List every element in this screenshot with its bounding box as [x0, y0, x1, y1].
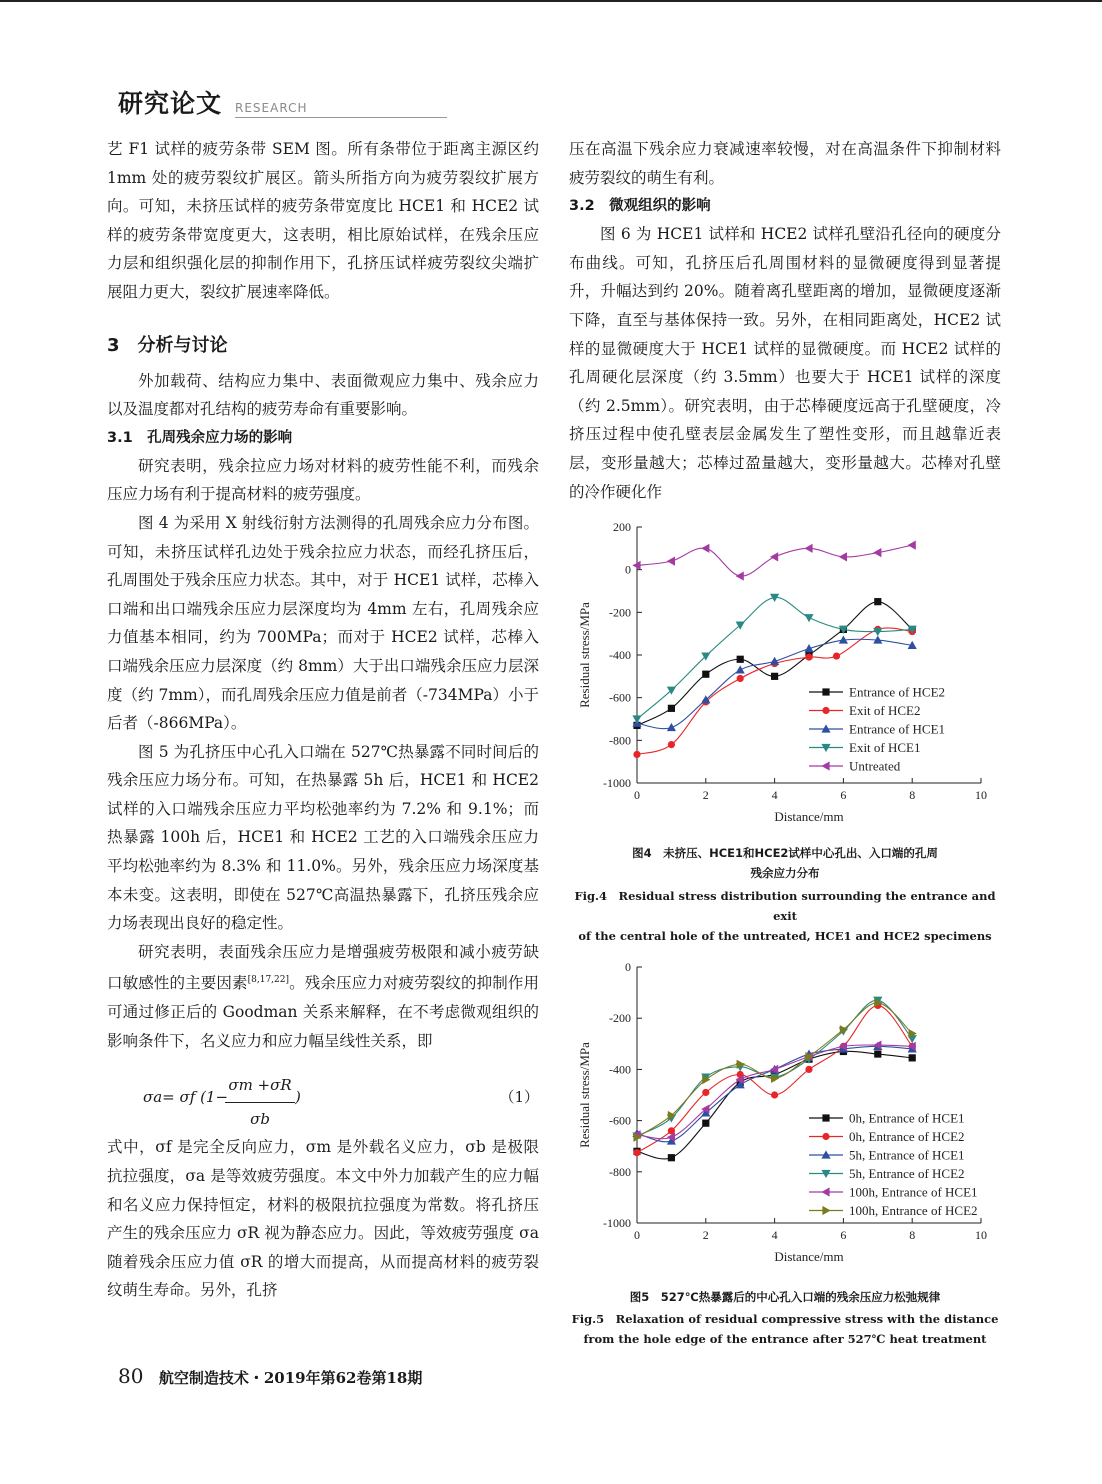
data-point: [667, 557, 675, 566]
paragraph-text: 研究表明，表面残余压应力是增强疲劳极限和减小疲劳缺口敏感性的主要因素: [107, 942, 539, 993]
equation-lhs: σa= σf (1−: [143, 1088, 229, 1107]
legend-label: 5h, Entrance of HCE2: [849, 1166, 965, 1181]
y-tick-label: -600: [609, 1113, 631, 1128]
header-rule: [235, 117, 447, 118]
data-point: [668, 741, 675, 748]
header-title-en: RESEARCH: [235, 101, 308, 115]
y-tick-label: 200: [613, 520, 631, 534]
series-line: [637, 545, 912, 576]
page-header: [118, 84, 1008, 124]
equation-number: （1）: [499, 1088, 539, 1107]
figure-4: [569, 515, 1001, 946]
data-point: [805, 1066, 812, 1073]
y-tick-label: -200: [609, 605, 631, 620]
legend-label: Entrance of HCE1: [849, 721, 946, 737]
legend-label: 0h, Entrance of HCE1: [849, 1110, 965, 1126]
y-tick-label: -400: [609, 648, 631, 662]
equation-fraction: [225, 1071, 295, 1133]
data-point: [668, 1154, 675, 1161]
paragraph: 压在高温下残余应力衰减速率较慢，对在高温条件下抑制材料疲劳裂纹的萌生有利。: [569, 140, 1001, 187]
y-tick-label: -800: [609, 733, 631, 748]
legend-label: 100h, Entrance of HCE1: [849, 1184, 978, 1200]
figure-5-caption-en-1: Fig.5 Relaxation of residual compressive stress with the distance: [571, 1312, 999, 1326]
paragraph: 研究表明，残余拉应力场对材料的疲劳性能不利，而残余压应力场有利于提高材料的疲劳强度。: [107, 456, 539, 504]
series-5: [632, 541, 915, 581]
equation-denominator: σb: [250, 1109, 270, 1128]
data-point: [874, 1050, 881, 1057]
paragraph: 图 6 为 HCE1 试样和 HCE2 试样孔壁沿孔径向的硬度分布曲线。可知，孔挤压后孔周围材料的显微硬度得到显著提升，升幅达到约 20%。随着离孔壁距离的增加，显微硬度逐渐下降，直至与基体保持一致。另外，在相同距离处，HCE2 试样的显微硬度大于 HCE1 试样的显微硬度。而 HCE2 试样的孔周硬化层深度（约 3.5mm）也要大于 HCE1 试样的深度（约 2.5mm）。研究表明，由于芯棒硬度远高于孔壁硬度，冷挤压过程中使孔壁表层金属发生了塑性变形，而且越靠近表层，变形量越大；芯棒过盈量越大，变形量越大。芯棒对孔壁的冷作硬化作: [569, 225, 1001, 501]
legend-label: Untreated: [849, 758, 901, 774]
data-point: [737, 656, 744, 663]
x-tick-label: 10: [975, 788, 987, 802]
page-footer: [118, 1364, 422, 1388]
y-tick-label: 0: [625, 960, 631, 974]
x-tick-label: 2: [702, 788, 709, 802]
legend: [809, 685, 945, 774]
data-point: [667, 723, 676, 731]
data-point: [804, 544, 812, 553]
data-point: [908, 541, 916, 550]
y-axis-label: Residual stress/MPa: [577, 602, 592, 708]
data-point: [702, 1089, 709, 1096]
x-axis-label: Distance/mm: [774, 1249, 844, 1264]
legend-label: Entrance of HCE2: [849, 684, 946, 700]
legend-marker: [822, 707, 829, 714]
x-tick-label: 6: [840, 1228, 847, 1242]
data-point: [873, 548, 881, 557]
section-heading-3: 3 分析与讨论: [107, 334, 228, 356]
header-title-cn: 研究论文: [118, 89, 223, 118]
legend-label: 0h, Entrance of HCE2: [849, 1129, 965, 1144]
page-number: 80: [118, 1364, 144, 1388]
x-tick-label: 6: [840, 788, 847, 802]
data-point: [736, 665, 745, 673]
figure-4-caption-cn-1: 图4 未挤压、HCE1和HCE2试样中心孔出、入口端的孔周: [632, 846, 938, 860]
data-point: [702, 1120, 709, 1127]
paragraph: 外加载荷、结构应力集中、表面微观应力集中、残余应力以及温度都对孔结构的疲劳寿命有重要影响。: [107, 371, 539, 419]
y-tick-label: -400: [609, 1062, 631, 1077]
legend-marker: [822, 1133, 829, 1140]
data-point: [839, 552, 847, 561]
equation-close: ): [295, 1088, 301, 1107]
x-tick-label: 10: [975, 1228, 987, 1242]
figure-4-caption-cn-2: 残余应力分布: [750, 866, 820, 880]
right-column: [569, 135, 1001, 506]
paragraph: 式中，σf 是完全反向应力，σm 是外载名义应力，σb 是极限抗拉强度，σa 是等效疲劳强度。本文中外力加载产生的应力幅和名义应力保持恒定，材料的极限抗拉强度为常数。将孔挤压产生的残余压应力 σR 视为静态应力。因此，等效疲劳强度 σa 随着残余压应力值 σR 的增大而提高，从而提高材料的疲劳裂纹萌生寿命。另外，孔挤: [107, 1138, 539, 1300]
figure-4-chart: [569, 515, 1001, 835]
journal-name: 航空制造技术・2019年第62卷第18期: [158, 1369, 423, 1387]
citation-ref: [8,17,22]: [247, 975, 289, 986]
y-tick-label: -1000: [603, 1216, 631, 1230]
top-rule: [0, 0, 1102, 2]
x-tick-label: 0: [634, 788, 640, 802]
data-point: [804, 614, 813, 622]
paragraph-text: 。残余压应力对疲劳裂纹的抑制作用可通过修正后的 Goodman 关系来解释，在不考虑微观组织的影响条件下，名义应力和应力幅呈线性关系，即: [107, 974, 539, 1050]
series-5: [632, 1040, 915, 1141]
y-tick-label: 0: [625, 562, 631, 577]
data-point: [909, 1054, 916, 1061]
figure-5-caption-en-2: from the hole edge of the entrance after 527℃ heat treatment: [583, 1332, 987, 1346]
data-point: [737, 675, 744, 682]
paragraph: [107, 938, 539, 1056]
y-axis-label: Residual stress/MPa: [577, 1042, 592, 1148]
data-point: [702, 671, 709, 678]
paragraph: 图 5 为孔挤压中心孔入口端在 527℃热暴露不同时间后的残余压应力场分布。可知，在热暴露 5h 后，HCE1 和 HCE2 试样的入口端残余压应力平均松弛率约为 7.2% 和 9.1%；而热暴露 100h 后，HCE1 和 HCE2 工艺的入口端残余压应力平均松弛率约为 8.3% 和 11.0%。另外，残余压应力场深度基本未变。这表明，即使在 527℃高温热暴露下，孔挤压残余应力场表现出良好的稳定性。: [107, 742, 539, 933]
y-tick-label: -200: [609, 1011, 631, 1026]
data-point: [736, 571, 744, 580]
legend-marker: [821, 761, 829, 770]
legend-marker: [822, 1206, 830, 1215]
y-tick-label: -800: [609, 1164, 631, 1179]
x-tick-label: 8: [909, 788, 916, 802]
equation-numerator: σm +σR: [225, 1071, 295, 1103]
paragraph: 图 4 为采用 X 射线衍射方法测得的孔周残余应力分布图。可知，未挤压试样孔边处于残余拉应力状态，而经孔挤压后，孔周围处于残余压应力状态。其中，对于 HCE1 试样，芯棒入口端和出口端残余压应力层深度均为 4mm 左右，孔周残余应力值基本相同，约为 700MPa；而对于 HCE2 试样，芯棒入口端残余压应力层深度（约 8mm）大于出口端残余压应力层深度（约 7mm），而孔周残余压应力值是前者（-734MPa）小于后者（-866MPa）。: [107, 513, 539, 733]
x-axis-label: Distance/mm: [774, 809, 844, 824]
paragraph: 艺 F1 试样的疲劳条带 SEM 图。所有条带位于距离主源区约 1mm 处的疲劳裂纹扩展区。箭头所指方向为疲劳裂纹扩展方向。可知，未挤压试样的疲劳条带宽度比 HCE1 和 HCE2 试样的疲劳条带宽度更大，这表明，相比原始试样，在残余压应力层和组织强化层的抑制作用下，孔挤压试样疲劳裂纹尖端扩展阻力更大，裂纹扩展速率降低。: [107, 140, 539, 301]
x-tick-label: 0: [634, 1228, 640, 1242]
legend-label: Exit of HCE2: [849, 703, 921, 718]
data-point: [633, 751, 640, 758]
legend-marker: [822, 688, 829, 695]
x-tick-label: 2: [702, 1228, 709, 1242]
data-point: [771, 1091, 778, 1098]
x-tick-label: 8: [909, 1228, 916, 1242]
subsection-heading-3-2: 3.2 微观组织的影响: [569, 198, 711, 215]
legend: [809, 1111, 978, 1219]
figure-5: [569, 955, 1001, 1349]
data-point: [770, 552, 778, 561]
data-point: [771, 673, 778, 680]
data-point: [833, 652, 840, 659]
data-point: [874, 598, 881, 605]
figure-5-chart: [569, 955, 1001, 1275]
figure-5-caption-cn: 图5 527℃热暴露后的中心孔入口端的残余压应力松弛规律: [629, 1290, 941, 1304]
left-column: [107, 135, 539, 1305]
legend-label: Exit of HCE1: [849, 740, 921, 755]
subsection-heading-3-1: 3.1 孔周残余应力场的影响: [107, 429, 293, 446]
legend-marker: [822, 1114, 829, 1121]
equation-1: [107, 1059, 539, 1129]
data-point: [633, 1149, 640, 1156]
figure-4-caption-en-2: of the central hole of the untreated, HCE1 and HCE2 specimens: [578, 929, 992, 943]
y-tick-label: -600: [609, 690, 631, 705]
data-point: [805, 654, 812, 661]
x-tick-label: 4: [771, 788, 778, 802]
legend-label: 5h, Entrance of HCE1: [849, 1147, 965, 1163]
legend-label: 100h, Entrance of HCE2: [849, 1203, 978, 1218]
data-point: [701, 544, 709, 553]
legend-marker: [821, 1187, 829, 1196]
y-tick-label: -1000: [603, 776, 631, 790]
data-point: [668, 705, 675, 712]
x-tick-label: 4: [771, 1228, 778, 1242]
figure-4-caption-en-1: Fig.4 Residual stress distribution surrounding the entrance and exit: [574, 889, 996, 923]
